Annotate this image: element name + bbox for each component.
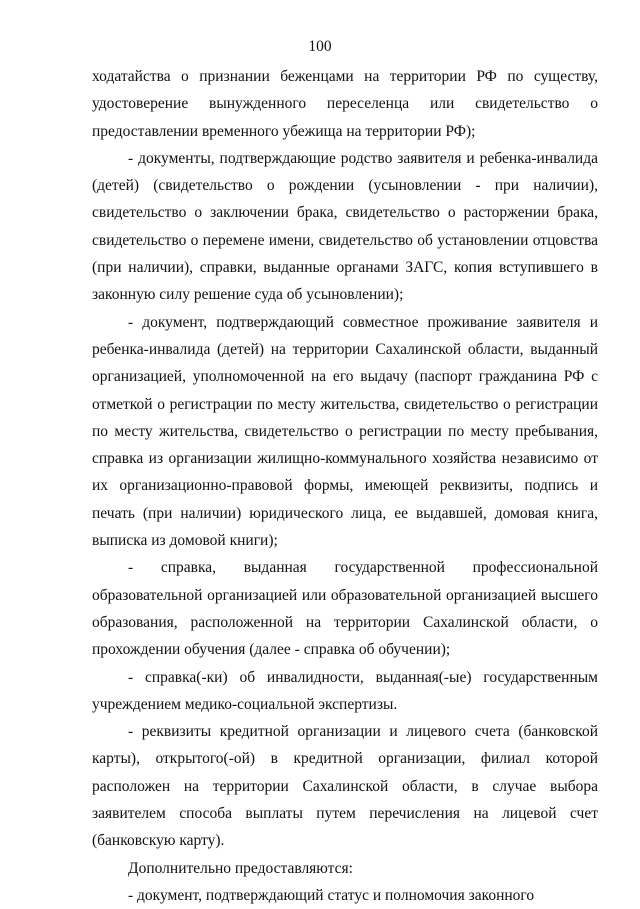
paragraph-bank-details: - реквизиты кредитной организации и лицевого счета (банковской карты), открытого(-ой) в кредитной организации, филиал которой расположен на территории Сахалинской области, в случае выбора заявителем способа выплаты путем перечисления на лицевой счет (банковскую карту). [92,723,598,850]
paragraph-disability-certificate: - справка(-ки) об инвалидности, выданная(-ые) государственным учреждением медико-социальной экспертизы. [92,668,598,713]
paragraph-additional-heading: Дополнительно предоставляются: [128,859,353,877]
paragraph-legal-representative: - документ, подтверждающий статус и полномочия законного [128,886,535,904]
page-number: 100 [308,38,332,55]
paragraph-cohabitation-document: - документ, подтверждающий совместное проживание заявителя и ребенка-инвалида (детей) на территории Сахалинской области, выданный организацией, уполномоченной на его выдачу (паспорт гражданина РФ с отметкой о регистрации по месту жительства, свидетельство о регистрации по месту жительства, свидетельство о регистрации по месту пребывания, справка из организации жилищно-коммунального хозяйства независимо от их организационно-правовой формы, имеющей реквизиты, подпись и печать (при наличии) юридического лица, ее выдавшей, домовая книга, выписка из домовой книги); [92,313,598,550]
paragraph-education-certificate: - справка, выданная государственной профессиональной образовательной организацией или образовательной организацией высшего образования, расположенной на территории Сахалинской области, о прохождении обучения (далее - справка об обучении); [92,559,598,659]
document-body [92,63,598,909]
paragraph-kinship-documents: - документы, подтверждающие родство заявителя и ребенка-инвалида (детей) (свидетельство о рождении (усыновлении - при наличии), свидетельство о заключении брака, свидетельство о расторжении брака, свидетельство о перемене имени, свидетельство об установлении отцовства (при наличии), справки, выданные органами ЗАГС, копия вступившего в законную силу решение суда об усыновлении); [92,149,598,304]
paragraph-continuation: ходатайства о признании беженцами на территории РФ по существу, удостоверение вынужденного переселенца или свидетельство о предоставлении временного убежища на территории РФ); [92,68,598,140]
